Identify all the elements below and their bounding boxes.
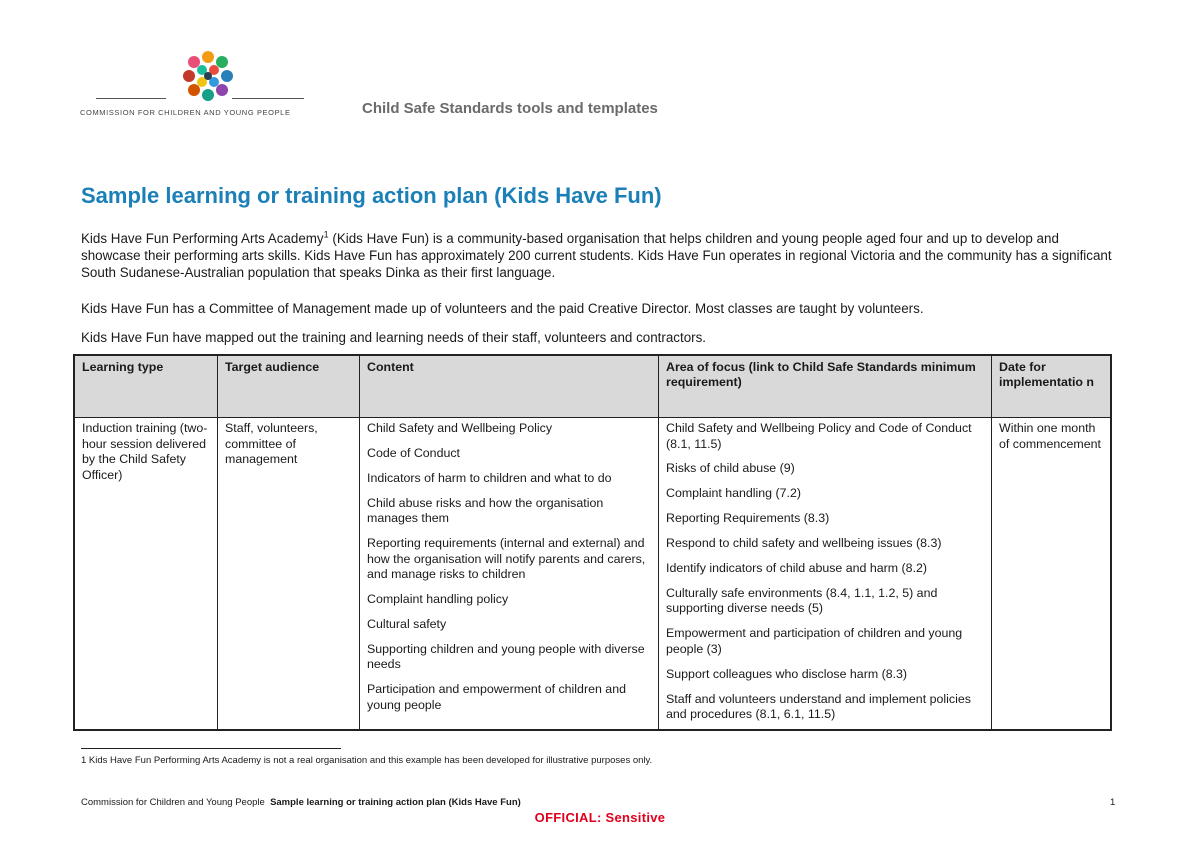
content-item: Participation and empowerment of children and young people <box>367 682 626 712</box>
focus-item: Identify indicators of child abuse and harm (8.2) <box>666 560 928 575</box>
page-number: 1 <box>1110 797 1116 808</box>
header-title: Child Safe Standards tools and templates <box>362 100 658 117</box>
committee-paragraph: Kids Have Fun has a Committee of Management made up of volunteers and the paid Creative Director. Most classes are taught by volunteers. <box>81 301 924 316</box>
table-header-row <box>74 355 1111 418</box>
mapping-paragraph: Kids Have Fun have mapped out the training and learning needs of their staff, volunteers and contractors. <box>81 330 707 345</box>
col-content: Content <box>360 355 659 418</box>
focus-item: Culturally safe environments (8.4, 1.1, 1.2, 5) and supporting diverse needs (5) <box>666 585 938 616</box>
logo-rule-right <box>232 98 304 99</box>
page-footer <box>81 797 521 808</box>
focus-item: Child Safety and Wellbeing Policy and Code of Conduct (8.1, 11.5) <box>666 421 972 451</box>
area-of-focus-cell <box>659 418 992 730</box>
focus-item: Complaint handling (7.2) <box>666 486 801 501</box>
content-item: Supporting children and young people with diverse needs <box>367 641 645 672</box>
page-title: Sample learning or training action plan (Kids Have Fun) <box>81 183 662 208</box>
footnote: 1 Kids Have Fun Performing Arts Academy is not a real organisation and this example has been developed for illustrative purposes only. <box>81 755 653 766</box>
focus-item: Reporting Requirements (8.3) <box>666 511 830 526</box>
footnote-separator <box>81 748 341 749</box>
footnote-ref[interactable]: 1 <box>323 229 329 240</box>
logo-text: COMMISSION FOR CHILDREN AND YOUNG PEOPLE <box>80 108 291 117</box>
col-area-of-focus: Area of focus (link to Child Safe Standards minimum requirement) <box>659 355 992 418</box>
content-item: Indicators of harm to children and what to do <box>367 470 612 485</box>
content-item: Cultural safety <box>367 616 447 631</box>
learning-type-cell: Induction training (two-hour session delivered by the Child Safety Officer) <box>74 418 218 730</box>
target-audience-cell: Staff, volunteers, committee of management <box>218 418 360 730</box>
col-learning-type: Learning type <box>74 355 218 418</box>
col-target-audience: Target audience <box>218 355 360 418</box>
focus-item: Respond to child safety and wellbeing issues (8.3) <box>666 536 942 551</box>
intro-paragraph: Kids Have Fun Performing Arts Academy$^1$ (Kids Have Fun) is a community-based organisation that helps children and young people aged four and up to develop and showcase their performing arts skills. Kids Have Fun has approximately 200 current students. Kids Have Fun operates in regional Victoria and the community has a significant South Sudanese-Australian population that speaks Dinka as their first language. <box>81 229 1112 280</box>
col-date: Date for implementatio n <box>992 355 1112 418</box>
table-row <box>74 418 1111 730</box>
focus-item: Support colleagues who disclose harm (8.3) <box>666 666 908 681</box>
content-item: Reporting requirements (internal and external) and how the organisation will notify parents and carers, and manage risks to children <box>367 536 646 582</box>
content-item: Child abuse risks and how the organisation manages them <box>367 495 604 526</box>
content-item: Child Safety and Wellbeing Policy <box>367 421 553 435</box>
focus-item: Empowerment and participation of children and young people (3) <box>666 626 963 656</box>
action-plan-table <box>73 354 1112 731</box>
footer-doc-title: Sample learning or training action plan (Kids Have Fun) <box>270 797 521 808</box>
focus-item: Staff and volunteers understand and implement policies and procedures (8.1, 6.1, 11.5) <box>666 691 971 722</box>
classification-label: OFFICIAL: Sensitive <box>534 810 666 825</box>
content-item: Code of Conduct <box>367 445 460 460</box>
content-cell <box>360 418 659 730</box>
focus-item: Risks of child abuse (9) <box>666 461 795 476</box>
footer-org: Commission for Children and Young People <box>81 797 265 808</box>
logo-rule-left <box>96 98 166 99</box>
date-cell: Within one month of commencement <box>992 418 1112 730</box>
content-item: Complaint handling policy <box>367 591 509 606</box>
